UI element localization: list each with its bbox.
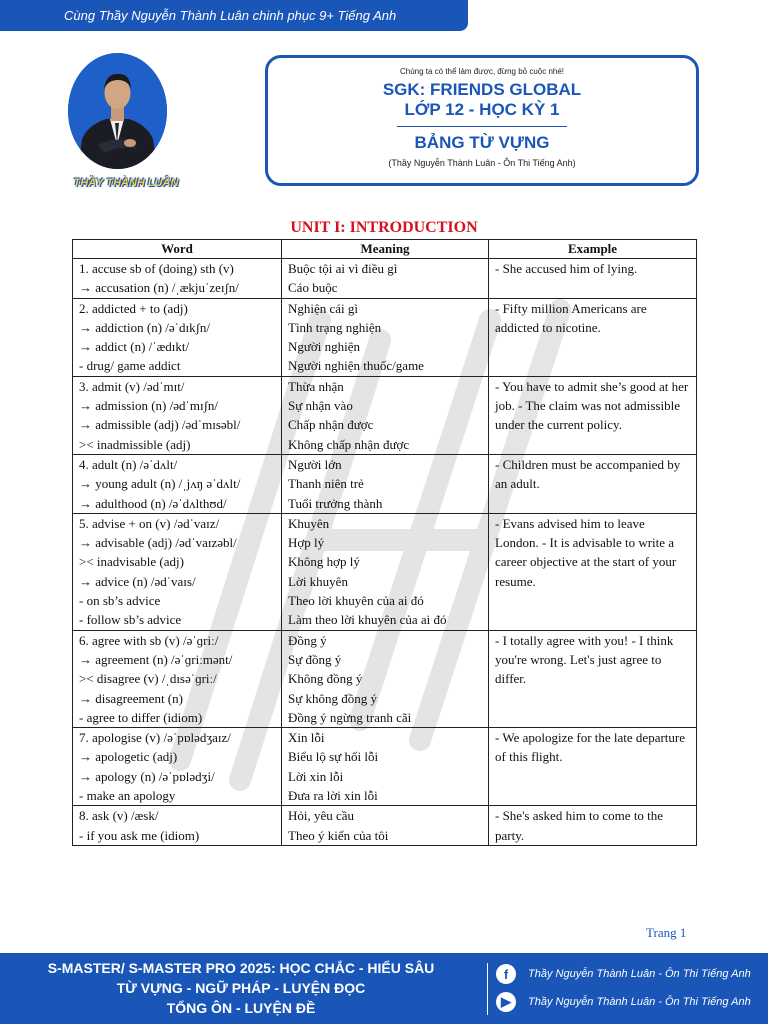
meaning-line: Khuyên	[288, 515, 330, 531]
word-line: → accusation (n) /ˌækjuˈzeɪʃn/	[79, 280, 239, 296]
meaning-line: Người nghiện	[288, 339, 361, 355]
header-word: Word	[73, 240, 282, 259]
word-cell	[73, 630, 282, 727]
table-row	[73, 630, 697, 727]
example-cell: - We apologize for the late departure of this flight.	[489, 728, 697, 806]
word-cell	[73, 259, 282, 299]
meaning-line: Chấp nhận được	[288, 417, 374, 433]
teacher-avatar	[68, 53, 167, 169]
meaning-line: Biểu lộ sự hối lỗi	[288, 749, 379, 765]
meaning-line: Thanh niên trẻ	[288, 476, 364, 492]
word-line: - agree to differ (idiom)	[79, 709, 203, 725]
meaning-line: Thừa nhận	[288, 378, 344, 394]
word-line: >< inadvisable (adj)	[79, 554, 184, 570]
word-line: 8. ask (v) /æsk/	[79, 808, 159, 824]
meaning-line: Lời khuyên	[288, 573, 348, 589]
meaning-line: Sự nhận vào	[288, 398, 353, 414]
word-cell	[73, 376, 282, 454]
word-line: - on sb’s advice	[79, 593, 161, 609]
word-line: 4. adult (n) /əˈdʌlt/	[79, 456, 178, 472]
example-cell: - Fifty million Americans are addicted to nicotine.	[489, 298, 697, 376]
meaning-line: Người lớn	[288, 456, 342, 472]
word-line: → addiction (n) /əˈdɪkʃn/	[79, 319, 211, 335]
meaning-line: Buộc tội ai vì điều gì	[288, 261, 398, 276]
meaning-cell	[282, 630, 489, 727]
footer-banner	[0, 953, 768, 1024]
word-line: → disagreement (n)	[79, 690, 183, 706]
table-row	[73, 376, 697, 454]
word-line: 6. agree with sb (v) /əˈɡriː/	[79, 632, 219, 648]
meaning-line: Đồng ý	[288, 632, 327, 648]
word-line: - if you ask me (idiom)	[79, 827, 200, 843]
course-promo	[0, 958, 482, 1018]
meaning-line: Tuổi trưởng thành	[288, 495, 383, 511]
table-header-row	[73, 240, 697, 259]
word-cell	[73, 728, 282, 806]
word-line: - drug/ game addict	[79, 358, 181, 374]
word-line: → advisable (adj) /ədˈvaɪzəbl/	[79, 535, 237, 551]
word-line: → agreement (n) /əˈɡriːmənt/	[79, 651, 233, 667]
author-credit: (Thầy Nguyễn Thành Luân - Ôn Thi Tiếng Anh)	[388, 158, 576, 168]
word-line: 3. admit (v) /ədˈmɪt/	[79, 378, 185, 394]
facebook-link[interactable]	[496, 964, 751, 984]
meaning-line: Lời xin lỗi	[288, 768, 344, 784]
table-row	[73, 259, 697, 299]
word-line: → young adult (n) /ˌjʌŋ əˈdʌlt/	[79, 476, 241, 492]
youtube-icon: ▶	[496, 992, 516, 1012]
top-banner: Cùng Thầy Nguyễn Thành Luân chinh phục 9+ Tiếng Anh	[0, 0, 468, 31]
table-row	[73, 454, 697, 513]
meaning-cell	[282, 728, 489, 806]
title-box	[265, 55, 699, 186]
footer-divider	[487, 963, 488, 1015]
teacher-name-logo: THẦY THÀNH LUÂN	[73, 177, 179, 189]
meaning-line: Xin lỗi	[288, 730, 325, 746]
promo-line-1: S-MASTER/ S-MASTER PRO 2025: HỌC CHẮC - HIỂU SÂU	[47, 960, 435, 976]
meaning-line: Đồng ý ngừng tranh cãi	[288, 709, 412, 725]
title-divider	[397, 126, 567, 127]
meaning-line: Hỏi, yêu cầu	[288, 808, 355, 824]
meaning-line: Hợp lý	[288, 535, 325, 551]
motto-text: Chúng ta có thể làm được, đừng bỏ cuộc nhé!	[399, 67, 565, 76]
example-cell: - You have to admit she’s good at her job. - The claim was not admissible under the current policy.	[489, 376, 697, 454]
example-cell: - Children must be accompanied by an adult.	[489, 454, 697, 513]
word-cell	[73, 454, 282, 513]
word-line: → advice (n) /ədˈvaɪs/	[79, 573, 196, 589]
table-row	[73, 728, 697, 806]
word-line: 5. advise + on (v) /ədˈvaɪz/	[79, 515, 220, 531]
meaning-cell	[282, 259, 489, 299]
meaning-line: Làm theo lời khuyên của ai đó	[288, 612, 447, 628]
meaning-cell	[282, 454, 489, 513]
word-line: - make an apology	[79, 788, 176, 804]
word-line: → apology (n) /əˈpɒlədʒi/	[79, 768, 215, 784]
word-cell	[73, 513, 282, 630]
vocab-heading: BẢNG TỪ VỰNG	[414, 133, 550, 152]
meaning-cell	[282, 298, 489, 376]
example-cell: - I totally agree with you! - I think you're wrong. Let's just agree to differ.	[489, 630, 697, 727]
meaning-line: Không hợp lý	[288, 554, 360, 570]
teacher-photo	[68, 53, 167, 169]
grade-semester: LỚP 12 - HỌC KỲ 1	[404, 100, 560, 119]
word-line: → admissible (adj) /ədˈmɪsəbl/	[79, 417, 241, 433]
word-line: >< inadmissible (adj)	[79, 436, 191, 452]
meaning-line: Không chấp nhận được	[288, 436, 410, 452]
table-row	[73, 806, 697, 846]
word-line: → admission (n) /ədˈmɪʃn/	[79, 398, 219, 414]
word-line: >< disagree (v) /ˌdɪsəˈɡriː/	[79, 671, 217, 687]
youtube-link[interactable]	[496, 992, 751, 1012]
word-cell	[73, 806, 282, 846]
word-line: → adulthood (n) /əˈdʌlthʊd/	[79, 495, 227, 511]
meaning-line: Nghiện cái gì	[288, 300, 359, 316]
meaning-cell	[282, 806, 489, 846]
vocabulary-table	[72, 239, 697, 846]
book-title: SGK: FRIENDS GLOBAL	[382, 80, 582, 99]
facebook-icon: f	[496, 964, 516, 984]
example-cell: - She's asked him to come to the party.	[489, 806, 697, 846]
promo-line-3: TỔNG ÔN - LUYỆN ĐỀ	[166, 1000, 316, 1016]
meaning-cell	[282, 376, 489, 454]
meaning-line: Không đồng ý	[288, 671, 363, 687]
meaning-cell	[282, 513, 489, 630]
example-cell: - Evans advised him to leave London. - It is advisable to write a career objective at the start of your resume.	[489, 513, 697, 630]
table-row	[73, 513, 697, 630]
meaning-line: Tình trạng nghiện	[288, 319, 382, 335]
word-cell	[73, 298, 282, 376]
meaning-line: Theo ý kiến của tôi	[288, 827, 389, 843]
promo-line-2: TỪ VỰNG - NGỮ PHÁP - LUYỆN ĐỌC	[116, 980, 366, 996]
table-row	[73, 298, 697, 376]
header-example: Example	[489, 240, 697, 259]
word-line: - follow sb’s advice	[79, 612, 182, 628]
word-line: → apologetic (adj)	[79, 749, 178, 765]
example-cell: - She accused him of lying.	[489, 259, 697, 299]
meaning-line: Đưa ra lời xin lỗi	[288, 788, 378, 804]
page-number: Trang 1	[646, 925, 687, 940]
meaning-line: Sự đồng ý	[288, 651, 342, 667]
word-line: → addict (n) /ˈædɪkt/	[79, 339, 190, 355]
meaning-line: Cáo buộc	[288, 280, 338, 296]
meaning-line: Theo lời khuyên của ai đó	[288, 593, 424, 609]
youtube-label: Thầy Nguyễn Thành Luân - Ôn Thi Tiếng Anh	[528, 996, 751, 1008]
unit-title: UNIT I: INTRODUCTION	[290, 219, 478, 236]
meaning-line: Người nghiện thuốc/game	[288, 358, 424, 374]
word-line: 1. accuse sb of (doing) sth (v)	[79, 261, 234, 276]
word-line: 2. addicted + to (adj)	[79, 300, 188, 316]
word-line: 7. apologise (v) /əˈpɒlədʒaɪz/	[79, 730, 231, 746]
header-meaning: Meaning	[282, 240, 489, 259]
meaning-line: Sự không đồng ý	[288, 690, 378, 706]
facebook-label: Thầy Nguyễn Thành Luân - Ôn Thi Tiếng Anh	[528, 968, 751, 980]
